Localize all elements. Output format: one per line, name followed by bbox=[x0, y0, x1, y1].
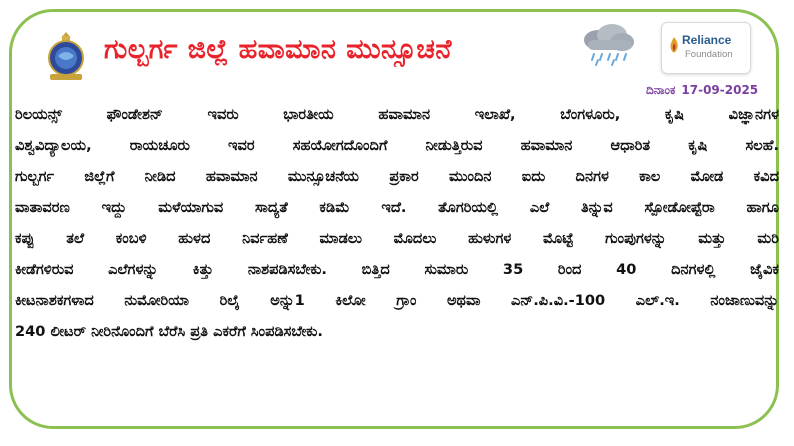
logo-subtitle: Foundation bbox=[685, 49, 733, 60]
advisory-line: ಗುಲ್ಬರ್ಗ ಜಿಲ್ಲೆಗೆ ನೀಡಿದ ಹವಾಮಾನ ಮುನ್ಸೂಚನೆಯ ಪ್ರಕಾರ ಮುಂದಿನ ಐದು ದಿನಗಳ ಕಾಲ ಮೋಡ ಕವಿದ bbox=[15, 168, 779, 185]
advisory-text bbox=[15, 99, 779, 347]
reliance-flame-icon bbox=[668, 36, 680, 54]
reliance-foundation-logo bbox=[661, 22, 751, 74]
page-title: ಗುಲ್ಬರ್ಗ ಜಿಲ್ಲೆ ಹವಾಮಾನ ಮುನ್ಸೂಚನೆ bbox=[104, 34, 452, 65]
date-value: 17-09-2025 bbox=[681, 83, 759, 97]
advisory-line: ಕಪ್ಪು ತಲೆ ಕಂಬಳಿ ಹುಳದ ನಿರ್ವಹಣೆ ಮಾಡಲು ಮೊದಲು ಹುಳುಗಳ ಮೊಟ್ಟೆ ಗುಂಪುಗಳನ್ನು ಮತ್ತು ಮರಿ bbox=[15, 230, 779, 247]
logo-name: Reliance bbox=[682, 33, 732, 47]
advisory-line: 240 ಲೀಟರ್ ನೀರಿನೊಂದಿಗೆ ಬೆರೆಸಿ ಪ್ರತಿ ಎಕರೆಗೆ ಸಿಂಪಡಿಸಬೇಕು. bbox=[15, 323, 323, 340]
advisory-line: ವಿಶ್ವವಿದ್ಯಾಲಯ, ರಾಯಚೂರು ಇವರ ಸಹಯೋಗದೊಂದಿಗೆ ನೀಡುತ್ತಿರುವ ಹವಾಮಾನ ಆಧಾರಿತ ಕೃಷಿ ಸಲಹೆ. bbox=[15, 137, 779, 154]
date-label: ದಿನಾಂಕ bbox=[646, 83, 676, 97]
advisory-line: ರಿಲಯನ್ಸ್ ಫೌಂಡೇಶನ್ ಇವರು ಭಾರತೀಯ ಹವಾಮಾನ ಇಲಾಖೆ, ಬೆಂಗಳೂರು, ಕೃಷಿ ವಿಜ್ಞಾನಗಳ bbox=[15, 106, 779, 123]
advisory-line: ವಾತಾವರಣ ಇದ್ದು ಮಳೆಯಾಗುವ ಸಾದ್ಯತೆ ಕಡಿಮೆ ಇದೆ. ತೊಗರಿಯಲ್ಲಿ ಎಲೆ ತಿನ್ನುವ ಸ್ಪೋಡೋಪ್ಟೆರಾ ಹಾಗೂ bbox=[15, 199, 779, 216]
advisory-line: ಕೀಡೆಗಳಿರುವ ಎಲೆಗಳನ್ನು ಕಿತ್ತು ನಾಶಪಡಿಸಬೇಕು. ಬಿತ್ತಿದ ಸುಮಾರು 35 ರಿಂದ 40 ದಿನಗಳಲ್ಲಿ ಜೈವಿಕ bbox=[15, 261, 779, 278]
date-line bbox=[646, 83, 764, 98]
advisory-line: ಕೀಟನಾಶಕಗಳಾದ ನುಮೋರಿಯಾ ರಿಲೈ ಅನ್ನು1 ಕಿಲೋ ಗ್ರಾಂ ಅಥವಾ ಎನ್.ಪಿ.ವಿ.-100 ಎಲ್.ಇ. ನಂಜಾಣುವನ್ನು bbox=[15, 292, 779, 309]
rain-cloud-icon bbox=[578, 22, 638, 66]
imd-emblem-icon bbox=[44, 30, 88, 82]
